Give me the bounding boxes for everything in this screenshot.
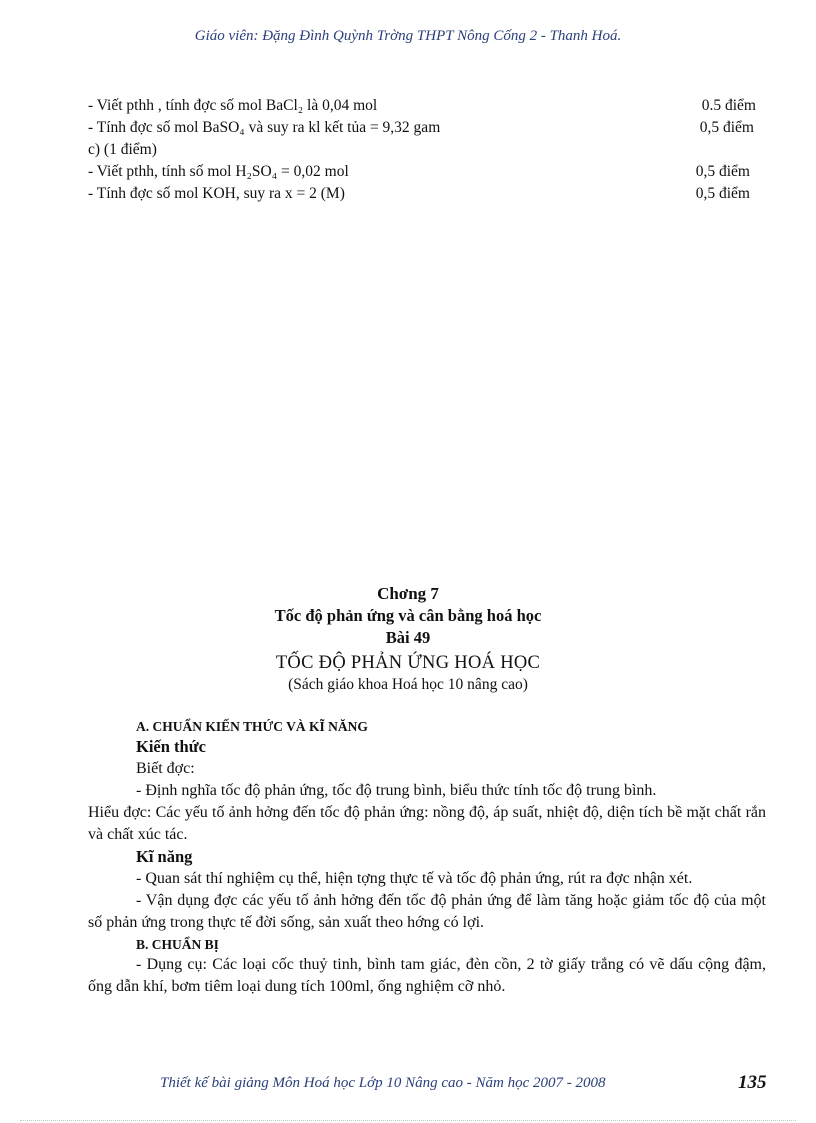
chapter-heading (0, 583, 816, 695)
lesson-source: (Sách giáo khoa Hoá học 10 nâng cao) (288, 676, 528, 693)
scoring-text: - Tính đợc số mol BaSO₄ và suy ra kl kết tủa = 9,32 gam (88, 119, 441, 136)
scoring-row (88, 117, 760, 139)
scoring-row (88, 139, 760, 161)
page-edge-divider (20, 1120, 796, 1121)
scoring-text: c) (1 điểm) (88, 141, 157, 158)
paragraph: - Định nghĩa tốc độ phản ứng, tốc độ trung bình, biểu thức tính tốc độ trung bình. (136, 782, 657, 799)
page-header: Giáo viên: Đặng Đình Quỳnh Trờng THPT Nông Cống 2 - Thanh Hoá. (194, 28, 622, 44)
scoring-points: 0,5 điểm (695, 185, 750, 202)
scoring-text: - Viết pthh , tính đợc số mol BaCl₂ là 0,04 mol (88, 97, 378, 114)
scoring-row (88, 95, 760, 117)
page-footer: Thiết kế bài giảng Môn Hoá học Lớp 10 Nâng cao - Năm học 2007 - 2008 (160, 1075, 606, 1091)
chapter-subtitle: Tốc độ phản ứng và cân bằng hoá học (274, 606, 542, 625)
scoring-points: 0,5 điểm (699, 119, 754, 136)
scoring-text: - Tính đợc số mol KOH, suy ra x = 2 (M) (88, 185, 345, 202)
lesson-title: TỐC ĐỘ PHẢN ỨNG HOÁ HỌC (275, 653, 541, 673)
scoring-list (88, 95, 760, 205)
paragraph: Hiểu đợc: Các yếu tố ảnh hởng đến tốc độ phản ứng: nồng độ, áp suất, nhiệt độ, diện tích bề mặt chất rắn và chất xúc tác. (88, 804, 766, 843)
chapter-label: Chơng 7 (377, 584, 439, 603)
scoring-text: - Viết pthh, tính số mol H₂SO₄ = 0,02 mol (88, 163, 349, 180)
section-b-heading: B. CHUẨN BỊ (136, 937, 219, 952)
scoring-row (88, 183, 760, 205)
page-number: 135 (738, 1072, 767, 1093)
paragraph: - Vận dụng đợc các yếu tố ảnh hởng đến tốc độ phản ứng để làm tăng hoặc giảm tốc độ của một số phản ứng trong thực tế đời sống, sản xuất theo hớng có lợi. (88, 892, 766, 931)
knowledge-heading: Kiến thức (136, 737, 206, 756)
paragraph: - Quan sát thí nghiệm cụ thể, hiện tợng thực tế và tốc độ phản ứng, rút ra đợc nhận xét. (136, 870, 693, 887)
paragraph: - Dụng cụ: Các loại cốc thuỷ tinh, bình tam giác, đèn cồn, 2 tờ giấy trắng có vẽ dấu cộng đậm, ống dẫn khí, bơm tiêm loại dung tích 100ml, ống nghiệm cỡ nhỏ. (88, 956, 766, 995)
paragraph: Biết đợc: (136, 760, 195, 777)
scoring-points: 0.5 điểm (701, 97, 756, 114)
skills-heading: Kĩ năng (136, 847, 193, 866)
scoring-row (88, 161, 760, 183)
lesson-body (88, 718, 766, 998)
lesson-number: Bài 49 (385, 628, 431, 647)
scoring-points: 0,5 điểm (695, 163, 750, 180)
section-a-heading: A. CHUẨN KIẾN THỨC VÀ KĨ NĂNG (136, 719, 368, 734)
